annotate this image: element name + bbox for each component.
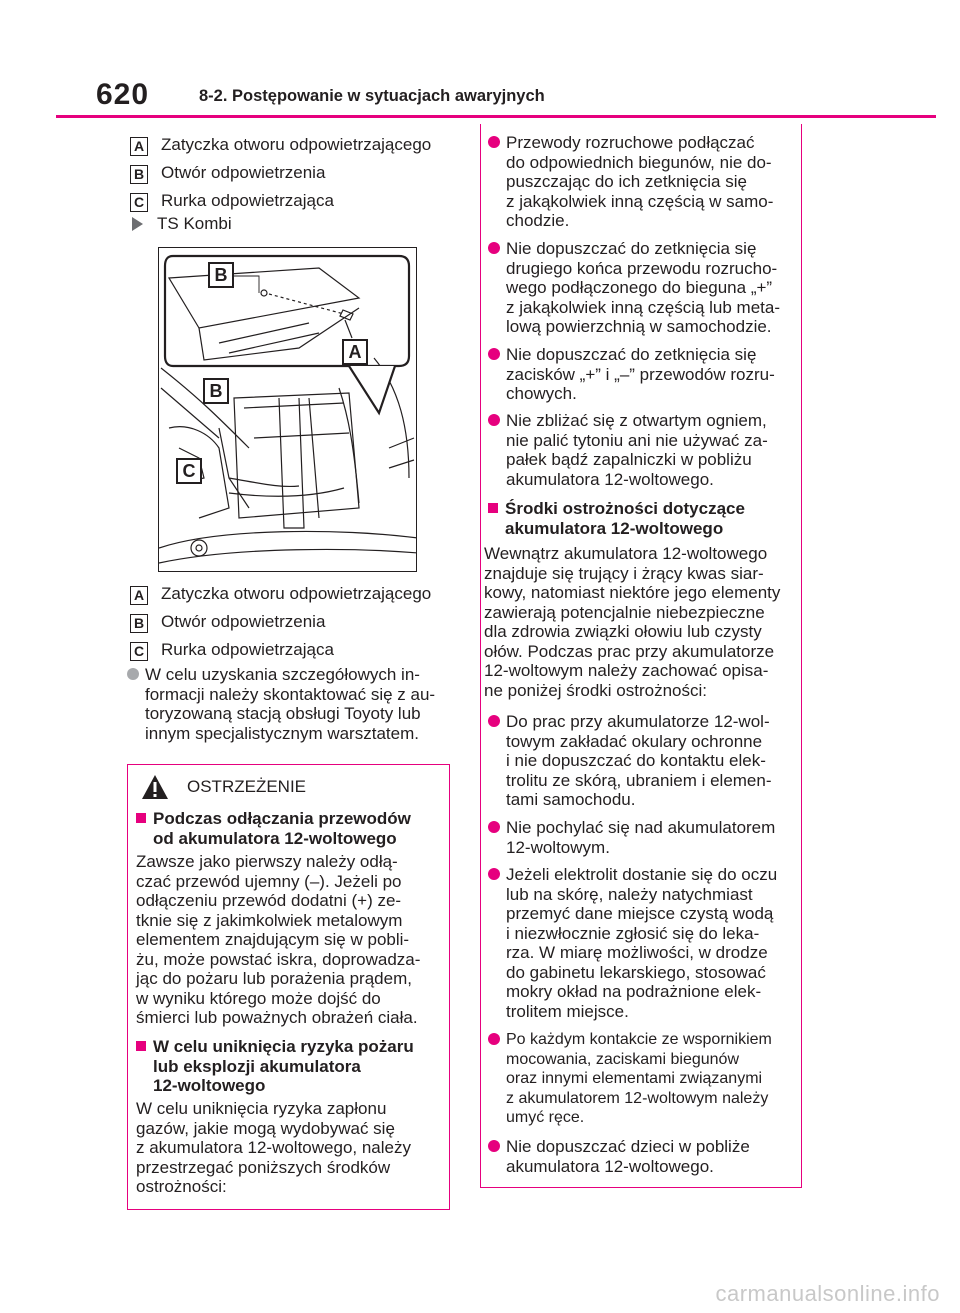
figure-tag-a: A <box>342 339 368 365</box>
bullet-item: Nie dopuszczać do zetknięcia się drugiego końca przewodu rozrucho- wego podłączonego do bieguna „+” z jakąkolwiek inną częścią lub meta- lową powierzchnią w samochodzie. <box>506 239 796 337</box>
figure-tag-b: B <box>203 378 229 404</box>
warning-subtitle-1: Podczas odłączania przewodów od akumulatora 12-woltowego <box>153 809 443 848</box>
bullet-dot-icon <box>127 668 139 680</box>
bullet-item: Przewody rozruchowe podłączać do odpowiednich biegunów, nie do- puszczając do ich zetknięcia się z jakąkolwiek inną częścią w samo- chodzie. <box>506 133 796 231</box>
bullet-dot-icon <box>488 868 500 880</box>
page-header <box>96 78 566 118</box>
bullet-dot-icon <box>488 1033 500 1045</box>
square-bullet-icon <box>136 1041 146 1051</box>
right-body: Wewnątrz akumulatora 12-woltowego znajduje się trujący i żrący kwas siar- kowy, natomiast niektóre jego elementy zawierają potencjalnie niebezpieczne dla zdrowia związki ołowiu lub czysty ołów. Podczas prac przy akumulatorze 12-woltowym należy zachować opisa- ne poniżej środki ostrożności: <box>484 544 781 700</box>
label-text: Otwór odpowietrzenia <box>161 163 326 182</box>
warning-body-1: Zawsze jako pierwszy należy odłą- czać przewód ujemny (–). Jeżeli po odłączeniu przewód dodatni (+) ze- tknie się z jakimkolwiek metalowym elementem znajdującym się w pobli- żu, może powstać iskra, doprowadza- jąc do pożaru lub porażenia prądem, w wyniku którego może dojść do śmierci lub poważnych obrażeń ciała. <box>136 852 421 1027</box>
warning-header <box>128 765 449 811</box>
label-text: Rurka odpowietrzająca <box>161 191 334 210</box>
bullet-item: Nie pochylać się nad akumulatorem 12-woltowym. <box>506 818 796 857</box>
page-number: 620 <box>96 78 150 111</box>
label-text: Zatyczka otworu odpowietrzającego <box>161 135 432 154</box>
label-letter: A <box>130 137 148 156</box>
figure-tag-c: C <box>176 458 202 484</box>
label-a-top <box>130 133 432 159</box>
label-letter: B <box>130 165 148 184</box>
bullet-item: Po każdym kontakcie ze wspornikiem mocowania, zaciskami biegunów oraz innymi elementami związanymi z akumulatorem 12-woltowym należy umyć ręce. <box>506 1030 800 1128</box>
bullet-dot-icon <box>488 414 500 426</box>
bullet-dot-icon <box>488 136 500 148</box>
label-text: Zatyczka otworu odpowietrzającego <box>161 584 432 603</box>
figure-tag-b: B <box>208 262 234 288</box>
bullet-dot-icon <box>488 242 500 254</box>
label-c-bottom <box>130 638 334 664</box>
info-note: W celu uzyskania szczegółowych in- formacji należy skontaktować się z au- toryzowaną stacją obsługi Toyoty lub innym specjalistycznym warsztatem. <box>145 665 455 743</box>
bullet-dot-icon <box>488 1140 500 1152</box>
label-text: Otwór odpowietrzenia <box>161 612 326 631</box>
label-text: Rurka odpowietrzająca <box>161 640 334 659</box>
battery-illustration <box>158 247 417 572</box>
label-a-bottom <box>130 582 432 608</box>
warning-body-2: W celu uniknięcia ryzyka zapłonu gazów, jakie mogą wydobywać się z akumulatora 12-woltowego, należy przestrzegać poniższych środków ostrożności: <box>136 1099 411 1196</box>
warning-subtitle-2: W celu uniknięcia ryzyka pożaru lub eksplozji akumulatora 12-woltowego <box>153 1037 443 1096</box>
warning-triangle-icon <box>141 774 169 800</box>
label-b-top <box>130 161 326 187</box>
label-letter: C <box>130 193 148 212</box>
variant-heading <box>132 214 232 234</box>
bullet-item: Nie dopuszczać do zetknięcia się zacisków „+” i „–” przewodów rozru- chowych. <box>506 345 796 404</box>
bullet-dot-icon <box>488 821 500 833</box>
bullet-dot-icon <box>488 715 500 727</box>
bullet-dot-icon <box>488 348 500 360</box>
watermark: carmanualsonline.info <box>715 1281 940 1306</box>
bullet-item: Nie dopuszczać dzieci w pobliże akumulatora 12-woltowego. <box>506 1137 796 1176</box>
bullet-item: Nie zbliżać się z otwartym ogniem, nie palić tytoniu ani nie używać za- pałek bądź zapalniczki w pobliżu akumulatora 12-woltowego. <box>506 411 796 489</box>
right-subtitle: Środki ostrożności dotyczące akumulatora 12-woltowego <box>505 499 795 538</box>
arrow-right-icon <box>132 217 143 231</box>
section-title: 8-2. Postępowanie w sytuacjach awaryjnych <box>199 87 545 105</box>
warning-title: OSTRZEŻENIE <box>187 777 307 796</box>
variant-label: TS Kombi <box>157 214 232 233</box>
label-letter: B <box>130 614 148 633</box>
header-rule <box>56 115 936 118</box>
label-b-bottom <box>130 610 326 636</box>
label-letter: A <box>130 586 148 605</box>
bullet-item: Jeżeli elektrolit dostanie się do oczu lub na skórę, należy natychmiast przemyć dane miejsce czystą wodą i niezwłocznie zgłosić się do leka- rza. W miarę możliwości, w drodze do gabinetu lekarskiego, stosować mokry okład na podrażnione elek- trolitem miejsce. <box>506 865 796 1021</box>
bullet-item: Do prac przy akumulatorze 12-wol- towym zakładać okulary ochronne i nie dopuszczać do kontaktu elek- trolitu ze skórą, ubraniem i elemen- tami samochodu. <box>506 712 796 810</box>
square-bullet-icon <box>136 813 146 823</box>
label-letter: C <box>130 642 148 661</box>
square-bullet-icon <box>488 503 498 513</box>
engine-bay-drawing <box>159 248 417 572</box>
label-c-top <box>130 189 334 215</box>
